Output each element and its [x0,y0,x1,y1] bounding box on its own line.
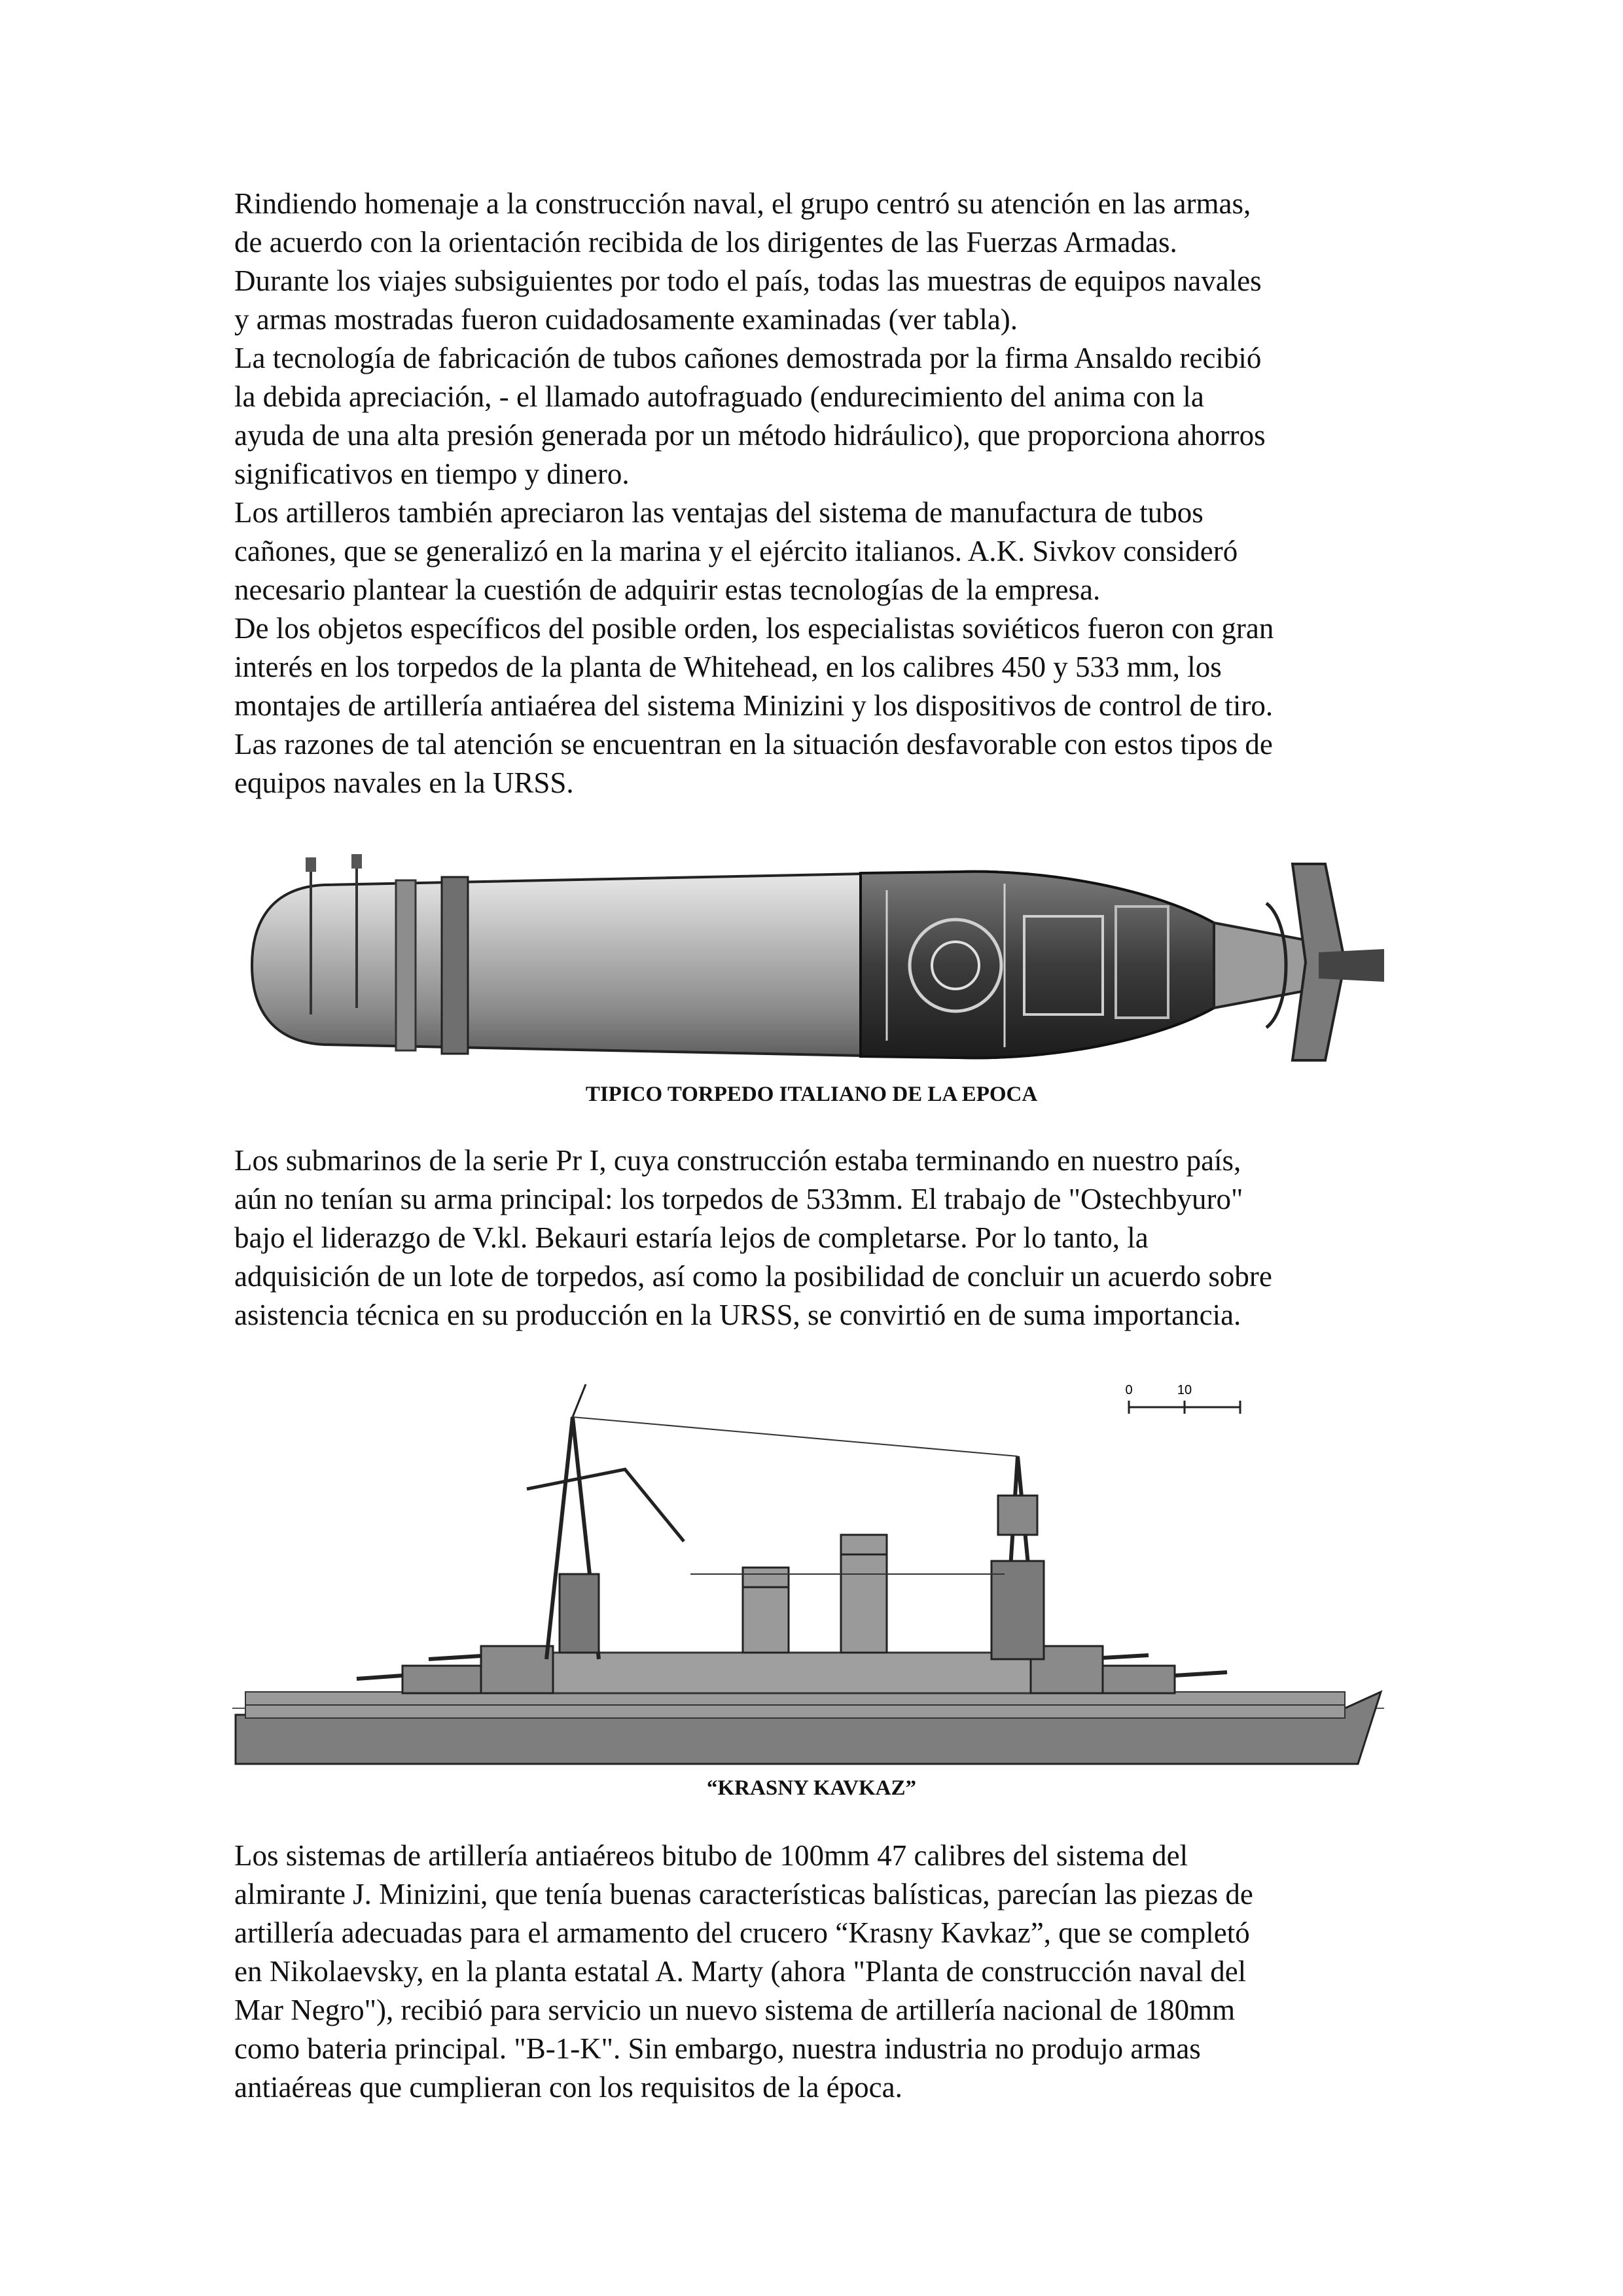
scale-bar-start: 0 [1125,1383,1133,1397]
cruiser-profile-drawing [232,1378,1384,1770]
text-line: y armas mostradas fueron cuidadosamente examinadas (ver tabla). [234,303,1018,336]
ship-caption: “KRASNY KAVKAZ” [707,1776,916,1800]
text-line: almirante J. Minizini, que tenía buenas características balísticas, parecían las piezas de [234,1878,1253,1910]
paragraph-antiaircraft [234,1837,1406,2107]
torpedo-caption: TIPICO TORPEDO ITALIANO DE LA EPOCA [585,1083,1038,1106]
ship-illustration [232,1378,1384,1770]
text-line: interés en los torpedos de la planta de Whitehead, en los calibres 450 y 533 mm, los [234,651,1222,683]
text-line: antiaéreas que cumplieran con los requisitos de la época. [234,2071,902,2104]
paragraph-intro [234,185,1406,802]
text-line: significativos en tiempo y dinero. [234,457,630,490]
torpedo-illustration [245,844,1397,1073]
text-line: Mar Negro"), recibió para servicio un nuevo sistema de artillería nacional de 180mm [234,1994,1236,2026]
text-line: aún no tenían su arma principal: los torpedos de 533mm. El trabajo de "Ostechbyuro" [234,1183,1243,1215]
text-line: equipos navales en la URSS. [234,766,574,799]
text-line: en Nikolaevsky, en la planta estatal A. Marty (ahora "Planta de construcción naval del [234,1955,1247,1988]
text-line: necesario plantear la cuestión de adquirir estas tecnologías de la empresa. [234,573,1101,606]
text-line: artillería adecuadas para el armamento del crucero “Krasny Kavkaz”, que se completó [234,1916,1250,1949]
text-line: Rindiendo homenaje a la construcción naval, el grupo centró su atención en las armas, [234,187,1251,220]
text-line: Los submarinos de la serie Pr I, cuya construcción estaba terminando en nuestro país, [234,1144,1241,1177]
text-line: Los sistemas de artillería antiaéreos bitubo de 100mm 47 calibres del sistema del [234,1839,1188,1872]
torpedo-drawing [245,844,1397,1073]
paragraph-submarines [234,1141,1406,1335]
text-line: montajes de artillería antiaérea del sistema Minizini y los dispositivos de control de tiro. [234,689,1274,722]
text-line: la debida apreciación, - el llamado autofraguado (endurecimiento del anima con la [234,380,1204,413]
text-line: ayuda de una alta presión generada por un método hidráulico), que proporciona ahorros [234,419,1266,452]
text-line: De los objetos específicos del posible orden, los especialistas soviéticos fueron con gran [234,612,1274,645]
text-line: Las razones de tal atención se encuentran en la situación desfavorable con estos tipos de [234,728,1273,761]
text-line: como bateria principal. "B-1-K". Sin embargo, nuestra industria no produjo armas [234,2032,1201,2065]
text-line: bajo el liderazgo de V.kl. Bekauri estaría lejos de completarse. Por lo tanto, la [234,1221,1149,1254]
text-line: Los artilleros también apreciaron las ventajas del sistema de manufactura de tubos [234,496,1204,529]
text-line: asistencia técnica en su producción en la URSS, se convirtió en de suma importancia. [234,1299,1241,1331]
text-line: Durante los viajes subsiguientes por todo el país, todas las muestras de equipos navales [234,264,1262,297]
text-line: cañones, que se generalizó en la marina y el ejército italianos. A.K. Sivkov consideró [234,535,1238,567]
text-line: adquisición de un lote de torpedos, así como la posibilidad de concluir un acuerdo sobre [234,1260,1272,1293]
scale-bar-end: 10 [1177,1383,1192,1397]
text-line: de acuerdo con la orientación recibida de los dirigentes de las Fuerzas Armadas. [234,226,1177,259]
text-line: La tecnología de fabricación de tubos cañones demostrada por la firma Ansaldo recibió [234,342,1262,374]
